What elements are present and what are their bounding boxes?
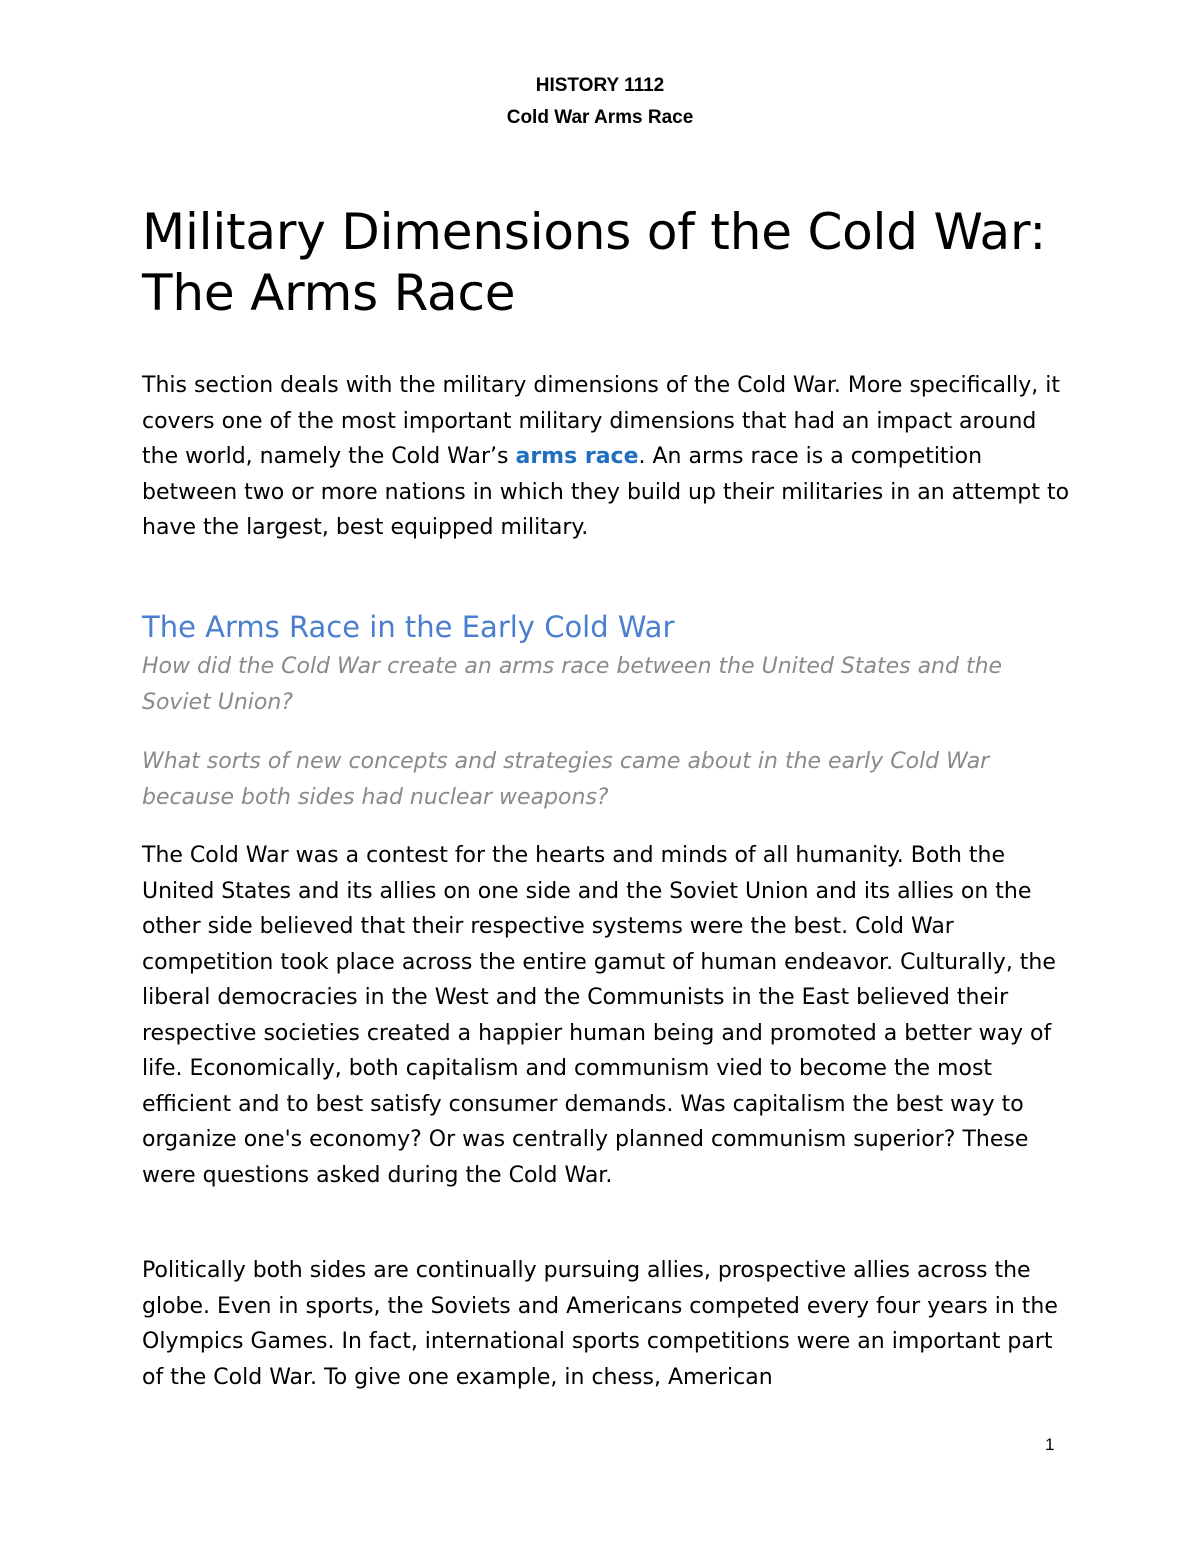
body-paragraph-1: The Cold War was a contest for the hearts and minds of all humanity. Both the United States and its allies on one side and the Soviet Union and its allies on the other side believed that their respective systems were the best. Cold War competition took place across the entire gamut of human endeavor. Culturally, the liberal democracies in the West and the Communists in the East believed their respective societies created a happier human being and promoted a better way of life. Economically, both capitalism and communism vied to become the most efficient and to best satisfy consumer demands. Was capitalism the best way to organize one's economy? Or was centrally planned communism superior? These were questions asked during the Cold War. <box>142 843 1056 1188</box>
page-number: 1 <box>1045 1435 1055 1454</box>
arms-race-term: arms race <box>515 444 639 469</box>
body-paragraph-2: Politically both sides are continually pursuing allies, prospective allies across the globe. Even in sports, the Soviets and Americans competed every four years in the Olympics Games. In fact, international sports competitions were an important part of the Cold War. To give one example, in chess, American <box>142 1258 1058 1390</box>
intro-text-after: . An arms race is a competition between two or more nations in which they build up their militaries in an attempt to have the largest, best equipped military. <box>142 444 1070 540</box>
page-title: Military Dimensions of the Cold War: The Arms Race <box>142 203 1047 322</box>
header-subtitle: Cold War Arms Race <box>506 107 694 128</box>
guiding-question-1: How did the Cold War create an arms race between the United States and the Soviet Union? <box>142 654 1003 715</box>
intro-text-before: This section deals with the military dimensions of the Cold War. More specifically, it covers one of the most important military dimensions that had an impact around the world, namely the Cold War’s <box>142 373 1060 469</box>
guiding-question-2: What sorts of new concepts and strategies came about in the early Cold War because both sides had nuclear weapons? <box>142 749 990 810</box>
intro-paragraph <box>142 368 1072 546</box>
section-heading: The Arms Race in the Early Cold War <box>142 610 675 644</box>
course-code: HISTORY 1112 <box>535 75 665 96</box>
page-header <box>0 70 1200 134</box>
